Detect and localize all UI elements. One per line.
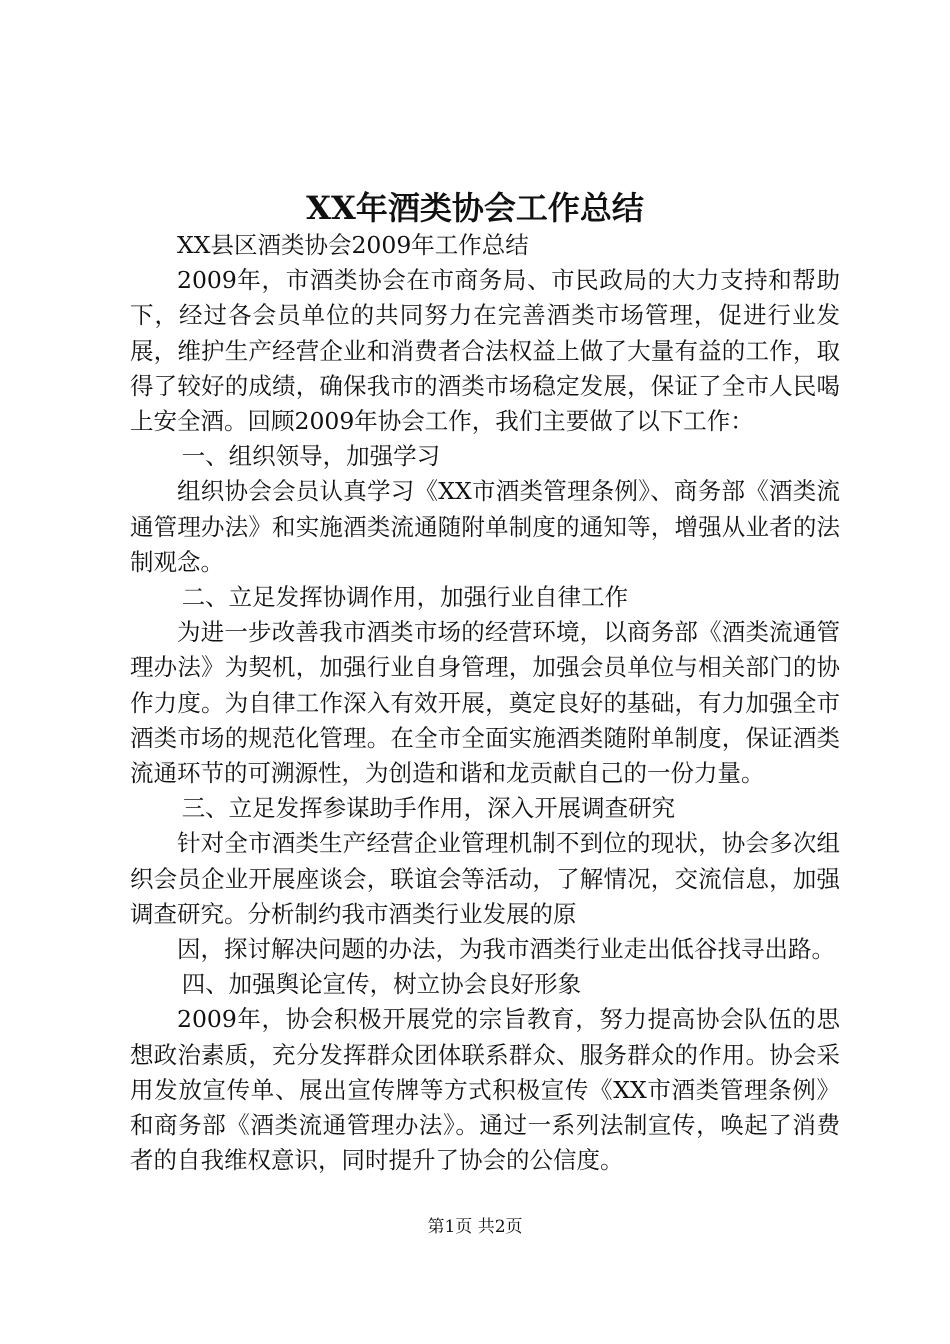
page-number-footer: 第1页 共2页 bbox=[427, 1217, 523, 1237]
intro-paragraph: 2009年，市酒类协会在市商务局、市民政局的大力支持和帮助下，经过各会员单位的共同努力在完善酒类市场管理，促进行业发展，维护生产经营企业和消费者合法权益上做了大量有益的工作，取得了较好的成绩，确保我市的酒类市场稳定发展，保证了全市人民喝上安全酒。回顾2009年协会工作，我们主要做了以下工作： bbox=[130, 266, 840, 436]
section-heading-1: 一、组织领导，加强学习 bbox=[181, 442, 441, 471]
document-title: XX年酒类协会工作总结 bbox=[306, 189, 644, 227]
subtitle-paragraph: XX县区酒类协会2009年工作总结 bbox=[177, 231, 529, 259]
document-body bbox=[130, 228, 840, 1178]
section-heading-4: 四、加强舆论宣传，树立协会良好形象 bbox=[181, 970, 582, 999]
section-heading-3: 三、立足发挥参谋助手作用，深入开展调查研究 bbox=[181, 794, 676, 823]
section-paragraph-3b: 因，探讨解决问题的办法，为我市酒类行业走出低谷找寻出路。 bbox=[177, 935, 835, 964]
section-paragraph-3a: 针对全市酒类生产经营企业管理机制不到位的现状，协会多次组织会员企业开展座谈会，联谊会等活动，了解情况，交流信息，加强调查研究。分析制约我市酒类行业发展的原 bbox=[130, 829, 840, 928]
section-paragraph-2: 为进一步改善我市酒类市场的经营环境，以商务部《酒类流通管理办法》为契机，加强行业自身管理，加强会员单位与相关部门的协作力度。为自律工作深入有效开展，奠定良好的基础，有力加强全市酒类市场的规范化管理。在全市全面实施酒类随附单制度，保证酒类流通环节的可溯源性，为创造和谐和龙贡献自己的一份力量。 bbox=[130, 618, 840, 788]
section-paragraph-1: 组织协会会员认真学习《XX市酒类管理条例》、商务部《酒类流通管理办法》和实施酒类流通随附单制度的通知等，增强从业者的法制观念。 bbox=[130, 477, 840, 576]
section-paragraph-4: 2009年，协会积极开展党的宗旨教育，努力提高协会队伍的思想政治素质，充分发挥群众团体联系群众、服务群众的作用。协会采用发放宣传单、展出宣传牌等方式积极宣传《XX市酒类管理条例》和商务部《酒类流通管理办法》。通过一系列法制宣传，唤起了消费者的自我维权意识，同时提升了协会的公信度。 bbox=[130, 1005, 840, 1175]
section-heading-2: 二、立足发挥协调作用，加强行业自律工作 bbox=[181, 583, 629, 612]
